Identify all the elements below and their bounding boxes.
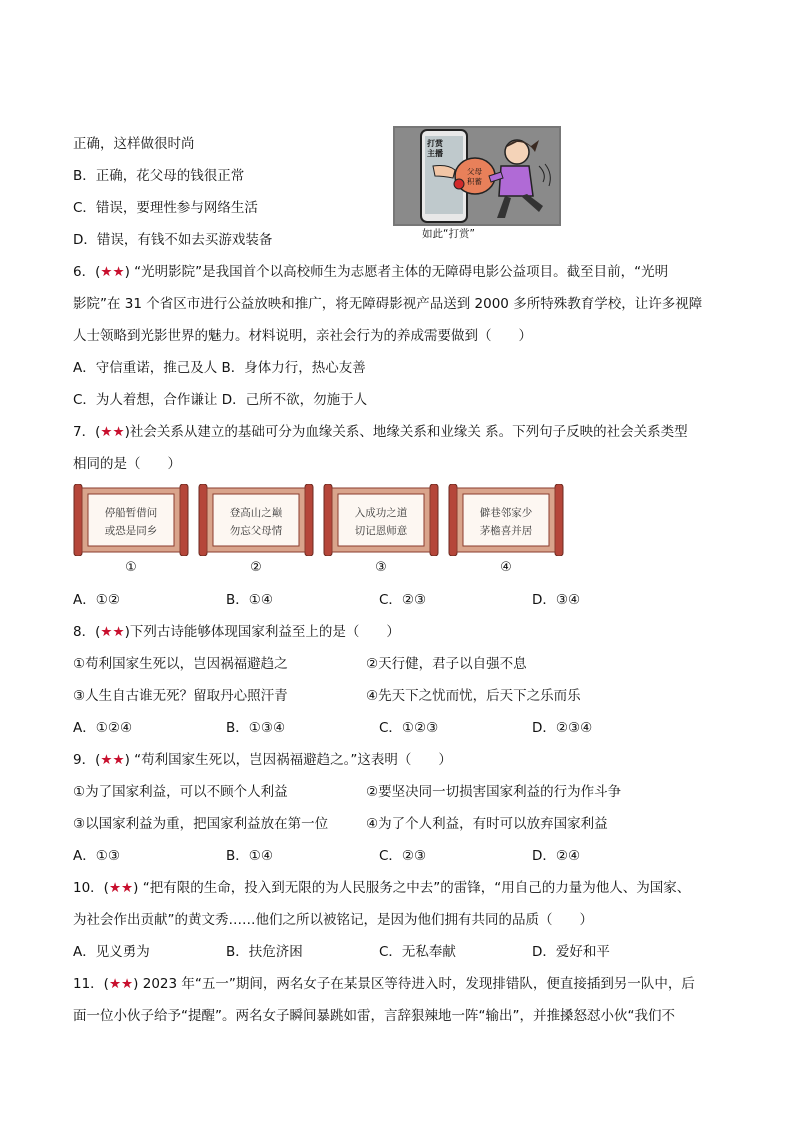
scroll-2 bbox=[197, 484, 315, 556]
scroll-1-line2: 或恐是同乡 bbox=[104, 525, 158, 537]
q7-option-a: A．①② bbox=[73, 592, 120, 608]
q9-stem-1: ) “苟利国家生死以，岂因祸福避趋之。”这表明（ ） bbox=[124, 752, 452, 768]
q11-number: 11．( bbox=[73, 976, 109, 992]
q6-stem-1: ) “光明影院”是我国首个以高校师生为志愿者主体的无障碍电影公益项目。截至目前，“光明 bbox=[124, 264, 669, 280]
q11-stem-1: ) 2023 年“五一”期间，两名女子在某景区等待进入时，发现排错队，便直接插到另一队中，后 bbox=[133, 976, 695, 992]
scroll-3 bbox=[322, 484, 440, 556]
q8-option-b: B．①③④ bbox=[226, 720, 286, 736]
q7-option-d: D．③④ bbox=[532, 592, 581, 608]
q9-statement-4: ④为了个人利益，有时可以放弃国家利益 bbox=[366, 816, 608, 832]
q7-line2: 相同的是（ ） bbox=[73, 456, 181, 472]
q10-option-c: C．无私奉献 bbox=[379, 944, 456, 960]
q9-option-b: B．①④ bbox=[226, 848, 273, 864]
q8-line1 bbox=[73, 623, 400, 641]
q6-line2: 影院”在 31 个省区市进行公益放映和推广，将无障碍影视产品送到 2000 多所特殊教育学校，让许多视障 bbox=[73, 296, 703, 312]
q11-line1 bbox=[73, 975, 695, 993]
scroll-4 bbox=[447, 484, 565, 556]
scroll-4-line2: 茅檐喜并居 bbox=[479, 525, 533, 537]
difficulty-stars: ★★ bbox=[108, 880, 134, 896]
q9-option-d: D．②④ bbox=[532, 848, 581, 864]
q10-line1 bbox=[73, 879, 690, 897]
q7-option-b: B．①④ bbox=[226, 592, 273, 608]
q8-statement-4: ④先天下之忧而忧，后天下之乐而乐 bbox=[366, 688, 581, 704]
q6-number: 6．( bbox=[73, 264, 101, 280]
q7-line1 bbox=[73, 423, 688, 441]
svg-text:父母: 父母 bbox=[467, 167, 482, 176]
q6-options-ab: A．守信重诺，推己及人 B．身体力行，热心友善 bbox=[73, 360, 366, 376]
q8-number: 8．( bbox=[73, 624, 101, 640]
q5-option-b: B．正确，花父母的钱很正常 bbox=[73, 168, 245, 184]
scroll-4-line1: 僻巷邻家少 bbox=[479, 507, 533, 519]
q5-option-d: D．错误，有钱不如去买游戏装备 bbox=[73, 232, 273, 248]
q8-statement-2: ②天行健，君子以自强不息 bbox=[366, 656, 527, 672]
cartoon-caption: 如此“打赏” bbox=[422, 228, 475, 240]
svg-text:积蓄: 积蓄 bbox=[467, 177, 482, 186]
q10-option-d: D．爱好和平 bbox=[532, 944, 610, 960]
difficulty-stars: ★★ bbox=[100, 624, 125, 640]
q5-option-a-tail: 正确，这样做很时尚 bbox=[73, 136, 195, 152]
q10-line2: 为社会作出贡献”的黄文秀……他们之所以被铭记，是因为他们拥有共同的品质（ ） bbox=[73, 912, 593, 928]
q7-option-c: C．②③ bbox=[379, 592, 427, 608]
q8-stem-1: )下列古诗能够体现国家利益至上的是（ ） bbox=[124, 624, 400, 640]
q10-option-a: A．见义勇为 bbox=[73, 944, 150, 960]
q10-option-b: B．扶危济困 bbox=[226, 944, 303, 960]
q8-statement-1: ①苟利国家生死以，岂因祸福避趋之 bbox=[73, 656, 288, 672]
scroll-2-line1: 登高山之巅 bbox=[229, 507, 283, 519]
q9-number: 9．( bbox=[73, 752, 101, 768]
q9-option-c: C．②③ bbox=[379, 848, 427, 864]
q8-option-c: C．①②③ bbox=[379, 720, 439, 736]
tipping-cartoon bbox=[393, 126, 561, 242]
scroll-1-number: ① bbox=[125, 560, 137, 575]
q10-number: 10．( bbox=[73, 880, 109, 896]
q10-stem-1: ) “把有限的生命，投入到无限的为人民服务之中去”的雷锋，“用自己的力量为他人、为国家、 bbox=[133, 880, 691, 896]
difficulty-stars: ★★ bbox=[100, 424, 125, 440]
svg-text:打赏: 打赏 bbox=[427, 139, 443, 148]
q6-options-cd: C．为人着想，合作谦让 D．己所不欲，勿施于人 bbox=[73, 392, 368, 408]
q6-line3: 人士领略到光影世界的魅力。材料说明，亲社会行为的养成需要做到（ ） bbox=[73, 328, 532, 344]
q7-stem-1: )社会关系从建立的基础可分为血缘关系、地缘关系和业缘关 系。下列句子反映的社会关系类型 bbox=[124, 424, 688, 440]
scroll-3-number: ③ bbox=[375, 560, 387, 575]
svg-text:主播: 主播 bbox=[427, 149, 443, 158]
difficulty-stars: ★★ bbox=[100, 752, 125, 768]
q9-statement-3: ③以国家利益为重，把国家利益放在第一位 bbox=[73, 816, 329, 832]
q11-line2: 面一位小伙子给予“提醒”。两名女子瞬间暴跳如雷，言辞狠辣地一阵“输出”，并推搡怒怼小伙“我们不 bbox=[73, 1008, 675, 1024]
q9-statement-2: ②要坚决同一切损害国家利益的行为作斗争 bbox=[366, 784, 622, 800]
difficulty-stars: ★★ bbox=[108, 976, 134, 992]
q9-statement-1: ①为了国家利益，可以不顾个人利益 bbox=[73, 784, 288, 800]
q8-statement-3: ③人生自古谁无死？留取丹心照汗青 bbox=[73, 688, 288, 704]
scroll-4-number: ④ bbox=[500, 560, 512, 575]
q6-line1 bbox=[73, 263, 668, 281]
q8-option-d: D．②③④ bbox=[532, 720, 593, 736]
scroll-2-line2: 勿忘父母情 bbox=[229, 525, 283, 537]
scroll-3-line1: 入成功之道 bbox=[354, 507, 408, 519]
q7-number: 7．( bbox=[73, 424, 101, 440]
scroll-1 bbox=[72, 484, 190, 556]
scroll-1-line1: 停船暂借问 bbox=[104, 507, 158, 519]
difficulty-stars: ★★ bbox=[100, 264, 125, 280]
scroll-2-number: ② bbox=[250, 560, 262, 575]
q9-option-a: A．①③ bbox=[73, 848, 120, 864]
q8-option-a: A．①②④ bbox=[73, 720, 133, 736]
scroll-3-line2: 切记恩师意 bbox=[354, 525, 408, 537]
q5-option-c: C．错误，要理性参与网络生活 bbox=[73, 200, 258, 216]
q9-line1 bbox=[73, 751, 452, 769]
